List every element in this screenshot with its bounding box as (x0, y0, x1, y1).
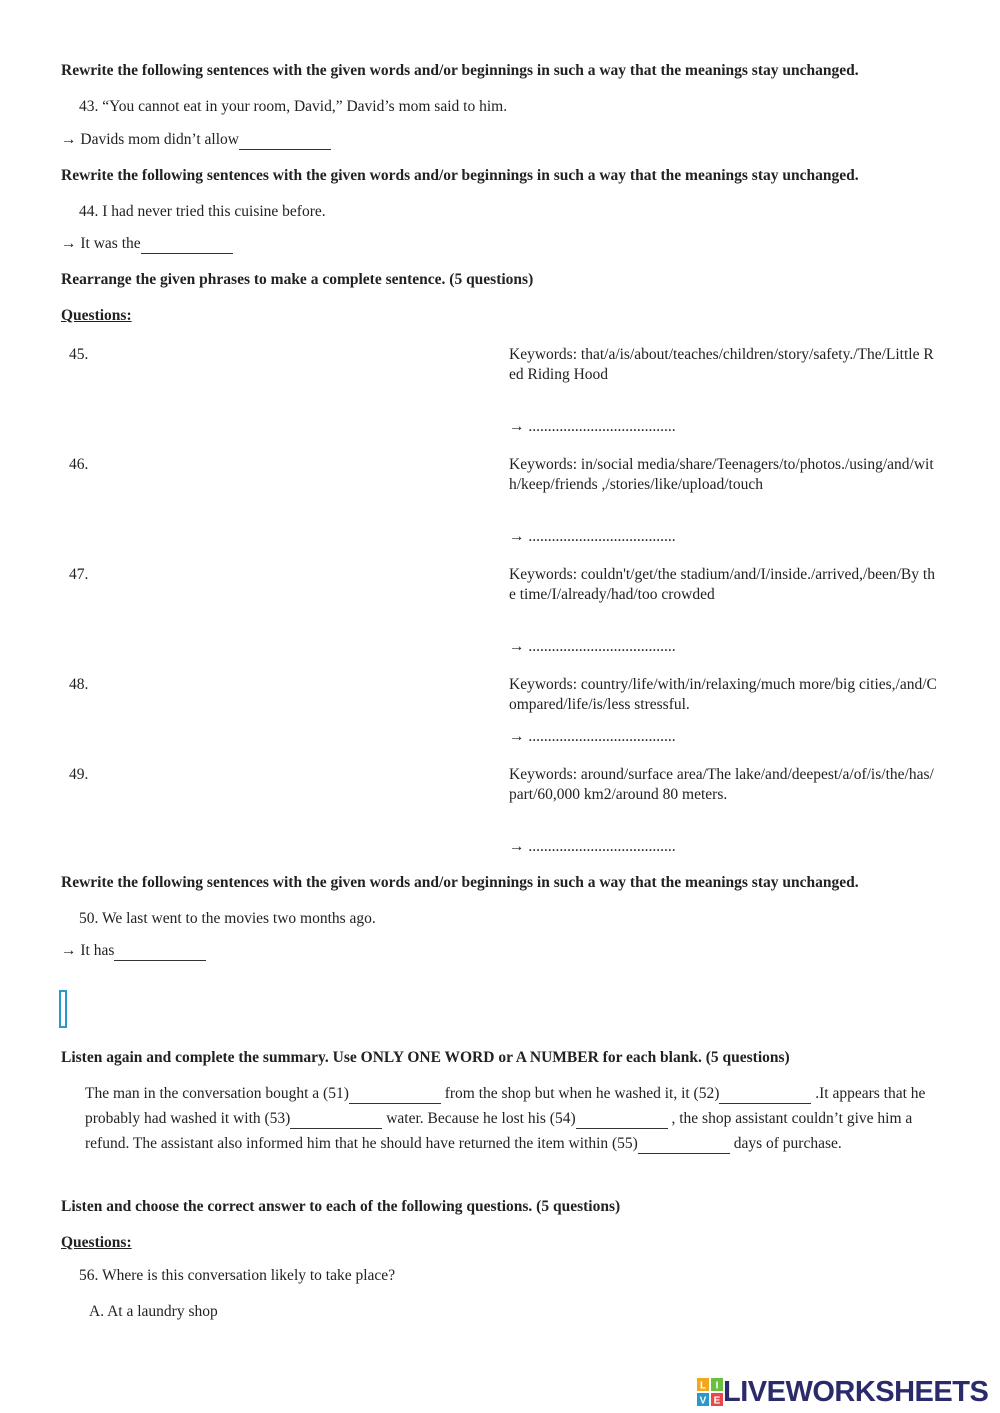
question-44: 44. I had never tried this cuisine before. (79, 203, 326, 220)
logo-text: LIVEWORKSHEETS (723, 1376, 989, 1408)
answer-prefix-44: → It was the (61, 235, 141, 252)
blank-54[interactable] (576, 1112, 668, 1129)
summary-paragraph (85, 1081, 945, 1156)
answer-input-44[interactable] (141, 237, 233, 254)
summary-text-4: water. Because he lost his (54) (382, 1110, 576, 1127)
logo-letter-l: L (699, 1380, 707, 1392)
logo-letter-e: E (713, 1395, 721, 1406)
question-number-45: 45. (69, 346, 89, 363)
logo-letter-i: I (715, 1380, 719, 1392)
questions-label-listen: Questions: (61, 1234, 132, 1251)
keywords-46: Keywords: in/social media/share/Teenagers/to/photos./using/and/with/keep/friends ,/stories/like/upload/touch (509, 456, 934, 493)
blank-55[interactable] (638, 1137, 730, 1154)
audio-placeholder-box[interactable] (59, 990, 67, 1028)
instruction-listen: Listen and choose the correct answer to each of the following questions. (5 questions) (61, 1198, 621, 1215)
keywords-49: Keywords: around/surface area/The lake/and/deepest/a/of/is/the/has/part/60,000 km2/around 80 meters. (509, 766, 934, 803)
liveworksheets-logo (697, 1377, 988, 1407)
keywords-45: Keywords: that/a/is/about/teaches/children/story/safety./The/Little Red Riding Hood (509, 346, 934, 383)
question-50: 50. We last went to the movies two months ago. (79, 910, 376, 927)
keywords-47: Keywords: couldn't/get/the stadium/and/I/inside./arrived,/been/By the time/I/already/had/too crowded (509, 566, 935, 603)
instruction-44: Rewrite the following sentences with the given words and/or beginnings in such a way that the meanings stay unchanged. (61, 167, 859, 184)
answer-46[interactable]: → ...................................... (509, 528, 676, 545)
instruction-43: Rewrite the following sentences with the given words and/or beginnings in such a way that the meanings stay unchanged. (61, 62, 859, 79)
keywords-48: Keywords: country/life/with/in/relaxing/much more/big cities,/and/Compared/life/is/less stressful. (509, 676, 937, 713)
option-a-56[interactable]: A. At a laundry shop (89, 1303, 218, 1320)
answer-45[interactable]: → ...................................... (509, 418, 676, 435)
blank-51[interactable] (349, 1087, 441, 1104)
answer-line-43 (61, 131, 331, 150)
summary-text-3: .It appears that he probably had washed it with (53) (85, 1085, 926, 1127)
answer-line-50 (61, 942, 206, 961)
instruction-summary: Listen again and complete the summary. Use ONLY ONE WORD or A NUMBER for each blank. (5 questions) (61, 1049, 790, 1066)
answer-49[interactable]: → ...................................... (509, 838, 676, 855)
answer-line-44 (61, 235, 233, 254)
liveworksheets-logo-icon (697, 1378, 723, 1406)
answer-prefix-50: → It has (61, 942, 115, 959)
answer-prefix-43: → Davids mom didn’t allow (61, 131, 239, 148)
question-43: 43. “You cannot eat in your room, David,” David’s mom said to him. (79, 98, 508, 115)
logo-letter-v: V (699, 1395, 707, 1406)
blank-52[interactable] (719, 1087, 811, 1104)
summary-text-6: days of purchase. (729, 1135, 842, 1152)
question-56: 56. Where is this conversation likely to take place? (79, 1267, 396, 1284)
instruction-rearrange: Rearrange the given phrases to make a complete sentence. (5 questions) (61, 271, 534, 288)
answer-input-50[interactable] (114, 944, 206, 961)
question-number-49: 49. (69, 766, 89, 783)
blank-53[interactable] (290, 1112, 382, 1129)
instruction-50: Rewrite the following sentences with the given words and/or beginnings in such a way that the meanings stay unchanged. (61, 874, 859, 891)
answer-input-43[interactable] (239, 133, 331, 150)
question-number-46: 46. (69, 456, 89, 473)
summary-text-1: The man in the conversation bought a (51) (85, 1085, 349, 1102)
summary-text-5: , the shop assistant couldn’t give him a refund. The assistant also informed him that he should have returned the item within (55) (85, 1110, 913, 1152)
answer-48[interactable]: → ...................................... (509, 728, 676, 745)
answer-47[interactable]: → ...................................... (509, 638, 676, 655)
question-number-48: 48. (69, 676, 89, 693)
summary-text-2: from the shop but when he washed it, it (52) (440, 1085, 720, 1102)
questions-label-rearrange: Questions: (61, 307, 132, 324)
question-number-47: 47. (69, 566, 89, 583)
